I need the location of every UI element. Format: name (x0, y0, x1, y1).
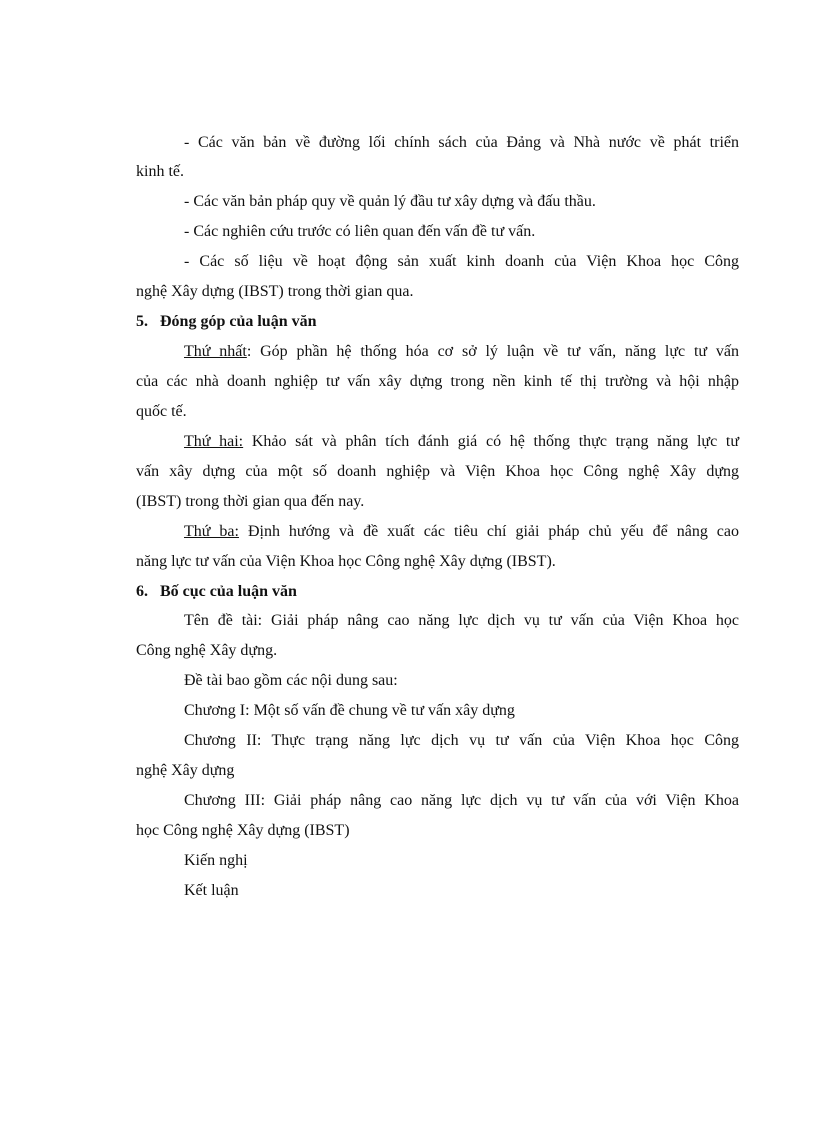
topic-line-1: Tên đề tài: Giải pháp nâng cao năng lực dịch vụ tư vấn của Viện Khoa học (184, 612, 739, 629)
intro-item-4-line-1: - Các số liệu về hoạt động sản xuất kinh doanh của Viện Khoa học Công (184, 253, 739, 270)
topic-line-2: Công nghệ Xây dựng. (136, 642, 278, 659)
content-intro: Đề tài bao gồm các nội dung sau: (184, 672, 398, 689)
chapter-3-line-2: học Công nghệ Xây dựng (IBST) (136, 822, 350, 839)
section-6-title: Bố cục của luận văn (160, 583, 297, 600)
contribution-1-text-1: : Góp phần hệ thống hóa cơ sở lý luận về tư vấn, năng lực tư vấn (246, 343, 739, 360)
section-5-number: 5. (136, 313, 148, 330)
contribution-1-line-1 (184, 342, 739, 362)
chapter-3-line-1: Chương III: Giải pháp nâng cao năng lực dịch vụ tư vấn của với Viện Khoa (184, 792, 739, 809)
intro-item-3: - Các nghiên cứu trước có liên quan đến vấn đề tư vấn. (184, 223, 536, 240)
contribution-2-text-1: Khảo sát và phân tích đánh giá có hệ thống thực trạng năng lực tư (243, 433, 740, 450)
chapter-2-line-1: Chương II: Thực trạng năng lực dịch vụ tư vấn của Viện Khoa học Công (184, 732, 739, 749)
recommendations: Kiến nghị (184, 852, 248, 869)
contribution-3-label: Thứ ba: (184, 523, 239, 540)
section-5-heading (136, 312, 317, 332)
contribution-1-line-3: quốc tế. (136, 403, 187, 420)
intro-item-2: - Các văn bản pháp quy về quản lý đầu tư xây dựng và đấu thầu. (184, 193, 596, 210)
conclusion: Kết luận (184, 882, 239, 899)
contribution-2-line-2: vấn xây dựng của một số doanh nghiệp và Viện Khoa học Công nghệ Xây dựng (136, 463, 739, 480)
intro-item-1-line-1: - Các văn bản về đường lối chính sách của Đảng và Nhà nước về phát triển (184, 134, 739, 151)
section-6-number: 6. (136, 583, 148, 600)
section-6-heading (136, 582, 297, 602)
contribution-2-line-3: (IBST) trong thời gian qua đến nay. (136, 493, 365, 510)
intro-item-1-line-2: kinh tế. (136, 163, 184, 180)
contribution-3-text-1: Định hướng và đề xuất các tiêu chí giải pháp chủ yếu để nâng cao (238, 523, 739, 540)
chapter-1: Chương I: Một số vấn đề chung về tư vấn xây dựng (184, 702, 515, 719)
contribution-2-label: Thứ hai: (184, 433, 244, 450)
chapter-2-line-2: nghệ Xây dựng (136, 762, 235, 779)
contribution-3-line-1 (184, 522, 739, 542)
contribution-1-label: Thứ nhất (184, 343, 247, 360)
contribution-2-line-1 (184, 432, 739, 452)
intro-item-4-line-2: nghệ Xây dựng (IBST) trong thời gian qua. (136, 283, 414, 300)
contribution-1-line-2: của các nhà doanh nghiệp tư vấn xây dựng trong nền kinh tế thị trường và hội nhập (136, 373, 739, 390)
contribution-3-line-2: năng lực tư vấn của Viện Khoa học Công nghệ Xây dựng (IBST). (136, 553, 556, 570)
section-5-title: Đóng góp của luận văn (160, 313, 317, 330)
